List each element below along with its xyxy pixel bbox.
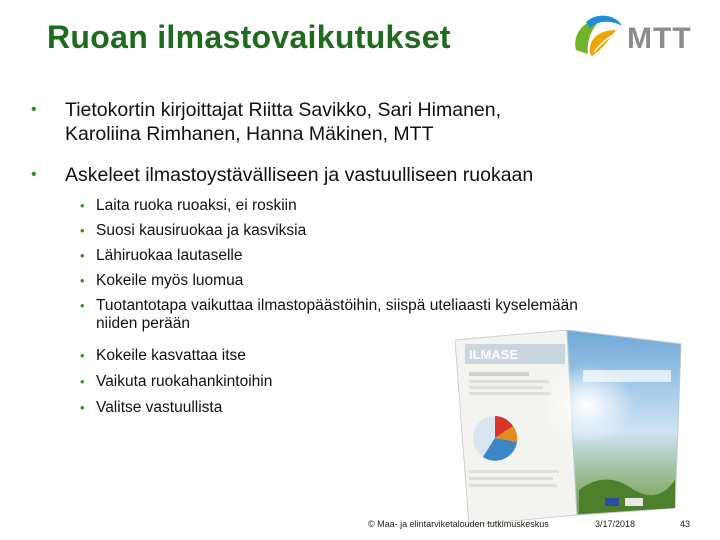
sub-bullet-text: Kokeile myös luomua	[96, 272, 244, 289]
bullet-item-authors	[31, 98, 687, 146]
sub-bullet-item	[80, 272, 676, 290]
sub-bullet-item	[80, 247, 676, 265]
bullet-item-steps	[31, 163, 687, 187]
footer-copyright: © Maa- ja elintarviketalouden tutkimuskeskus	[368, 519, 549, 529]
bullet-icon: •	[80, 298, 85, 313]
bullet-icon: •	[80, 248, 85, 263]
sub-bullet-item	[80, 197, 676, 215]
logo-text: MTT	[627, 22, 692, 55]
bullet-icon: •	[80, 198, 85, 213]
bullet-icon: •	[31, 166, 37, 183]
bullet-text-line2: Karoliina Rimhanen, Hanna Mäkinen, MTT	[65, 123, 434, 145]
slide-title: Ruoan ilmastovaikutukset	[47, 19, 451, 55]
sub-bullet-text: Lähiruokaa lautaselle	[96, 247, 243, 264]
sub-bullet-text-cont: niiden perään	[96, 315, 190, 332]
footer-date: 3/17/2018	[595, 519, 636, 529]
bullet-icon: •	[31, 101, 37, 118]
booklet-title: ILMASE	[469, 347, 519, 362]
bullet-text-line1: Askeleet ilmastoystävälliseen ja vastuulliseen ruokaan	[65, 164, 534, 186]
sub-bullet-text: Valitse vastuullista	[96, 399, 223, 416]
bullet-icon: •	[80, 374, 85, 389]
bullet-text-line1: Tietokortin kirjoittajat Riitta Savikko, Sari Himanen,	[65, 99, 502, 121]
booklet-image	[455, 330, 685, 525]
sub-bullet-text: Suosi kausiruokaa ja kasviksia	[96, 222, 307, 239]
sub-bullet-item	[80, 297, 676, 333]
bullet-icon: •	[80, 223, 85, 238]
bullet-icon: •	[80, 273, 85, 288]
sub-bullet-text: Tuotantotapa vaikuttaa ilmastopäästöihin, siispä uteliaasti kyselemään	[96, 297, 578, 314]
sub-bullet-item	[80, 222, 676, 240]
sub-bullet-text: Vaikuta ruokahankintoihin	[96, 373, 273, 390]
sub-bullet-text: Kokeile kasvattaa itse	[96, 347, 246, 364]
sub-bullet-text: Laita ruoka ruoaksi, ei roskiin	[96, 197, 297, 214]
footer-page-number: 43	[680, 519, 691, 529]
bullet-icon: •	[80, 400, 85, 415]
bullet-icon: •	[80, 348, 85, 363]
